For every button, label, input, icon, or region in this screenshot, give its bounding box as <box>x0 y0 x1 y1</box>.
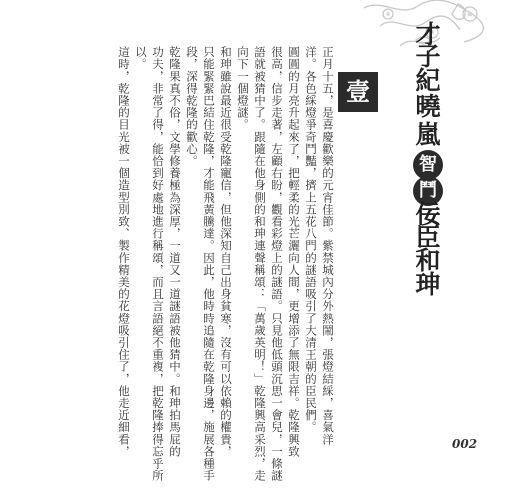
text-column: 乾隆果真不俗，文學修養極為深厚，一道又一道謎語被他猜中。和珅拍馬屁的 <box>168 46 182 458</box>
title-char: 佞 <box>415 200 441 229</box>
title-char: 曉 <box>415 92 441 121</box>
text-column: 和珅雖說最近很受乾隆寵信，但他深知自己出身貧寒，沒有可以依賴的權貴， <box>219 46 233 458</box>
title-char: 嵐 <box>415 120 441 149</box>
text-column: 向下一個燈謎。 <box>236 46 250 131</box>
text-column: 很高，信步走著，左顧右盼，觀看彩燈上的謎語。只見他低頭沉思一會兒，一條謎 <box>270 46 284 482</box>
text-column: 這時，乾隆的目光被一個造型別致、製作精美的花燈吸引住了，他走近細看， <box>117 46 131 458</box>
title-char-highlight: 鬥 <box>413 176 443 206</box>
text-column: 功夫，非常了得，能恰到好處地進行稱頌，而且言語絕不重複，把乾隆捧得忘乎所 <box>151 46 165 482</box>
book-title <box>404 20 452 299</box>
text-column: 只能緊緊巴結住乾隆，才能飛黃騰達。因此，他時時追隨在乾隆身邊，施展各種手 <box>202 46 216 482</box>
title-char: 珅 <box>415 270 441 299</box>
text-column: 段，深得乾隆的歡心。 <box>185 46 199 167</box>
text-column: 語就被猜中了。跟隨在他身側的和珅連聲稱頌：「萬歲英明！」乾隆興高采烈，走 <box>253 46 267 482</box>
text-column: 正月十五，是喜慶歡樂的元宵佳節。紫禁城內分外熱鬧，張燈結綵，喜氣洋 <box>321 46 335 446</box>
title-char: 才 <box>415 20 441 49</box>
text-column: 圓圓的月亮升起來了，把輕柔的光芒灑向人間，更增添了無限吉祥。乾隆興致 <box>287 46 301 458</box>
chapter-marker: 壹 <box>338 72 378 112</box>
page-number: 002 <box>452 437 478 451</box>
text-column: 洋。各色綵燈爭奇鬥豔，擠上五花八門的謎語吸引了大清王朝的臣民們。 <box>304 46 318 434</box>
title-char: 紀 <box>415 66 441 95</box>
title-char-highlight: 智 <box>413 150 443 180</box>
text-column: 以。 <box>134 46 148 71</box>
title-char: 和 <box>415 246 441 275</box>
title-char: 臣 <box>415 223 441 252</box>
title-char: 子 <box>415 42 441 71</box>
